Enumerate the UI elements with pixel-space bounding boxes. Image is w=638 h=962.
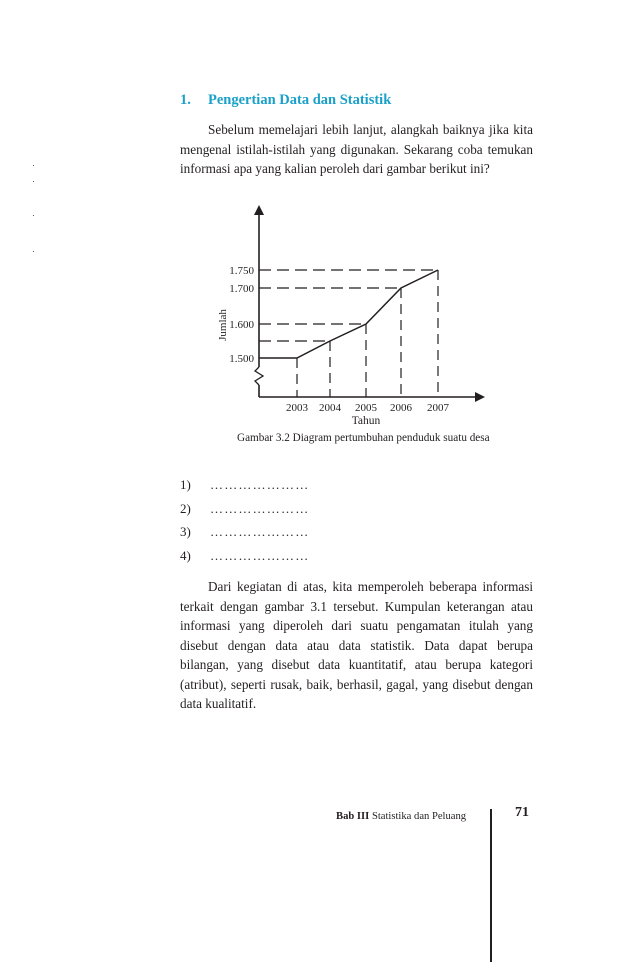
y-axis-break [255,367,263,385]
answer-list-item [180,501,309,525]
y-tick-label: 1.600 [229,319,254,331]
page-footer [336,811,466,822]
y-axis-arrow [254,205,264,215]
x-tick-label: 2006 [390,402,412,414]
y-tick-label: 1.500 [229,353,254,365]
figure-caption: Gambar 3.2 Diagram pertumbuhan penduduk suatu desa [237,432,490,444]
chart-axes [254,205,485,402]
x-tick-label: 2007 [427,402,449,414]
answer-number: 3) [180,524,191,539]
chart-labels [217,265,450,427]
answer-list-item [180,477,309,501]
y-tick-label: 1.700 [229,283,254,295]
x-tick-label: 2003 [286,402,308,414]
page-number: 71 [515,805,529,820]
answer-blank: ………………… [210,500,310,516]
x-tick-label: 2005 [355,402,377,414]
y-axis-label: Jumlah [217,309,229,341]
answer-list [180,477,309,571]
section-title: Pengertian Data dan Statistik [208,92,392,108]
answer-blank: ………………… [210,547,310,563]
population-line-chart [0,0,638,460]
intro-paragraph: Sebelum memelajari lebih lanjut, alangkah baiknya jika kita mengenal istilah-istilah yang digunakan. Sekarang coba temukan informasi apa yang kalian peroleh dari gambar berikut ini? [180,122,533,176]
x-tick-label: 2004 [319,402,341,414]
footer-divider [490,809,492,962]
y-tick-label: 1.750 [229,265,254,277]
footer-chapter: Bab III [336,811,370,822]
chart-guide-lines [259,270,438,397]
closing-paragraph-block [180,577,533,714]
section-number: 1. [180,92,191,108]
footer-chapter-title: Statistika dan Peluang [371,811,467,822]
chart-series [259,270,438,358]
answer-list-item [180,548,309,572]
x-axis-arrow [475,392,485,402]
answer-list-item [180,524,309,548]
answer-number: 1) [180,477,191,492]
answer-blank: ………………… [210,477,310,492]
population-series-line [259,270,438,358]
closing-paragraph: Dari kegiatan di atas, kita memperoleh beberapa informasi terkait dengan gambar 3.1 tersebut. Kumpulan keterangan atau informasi yang diperoleh dari suatu pengamatan itulah yang disebut dengan data atau data statistik. Data dapat berupa bilangan, yang disebut data kuantitatif, atau berupa kategori (atribut), seperti rusak, baik, berhasil, gagal, yang disebut dengan data kualitatif. [180,579,533,711]
answer-number: 4) [180,547,191,563]
x-axis-label: Tahun [351,415,381,427]
answer-number: 2) [180,500,191,516]
answer-blank: ………………… [210,524,310,539]
